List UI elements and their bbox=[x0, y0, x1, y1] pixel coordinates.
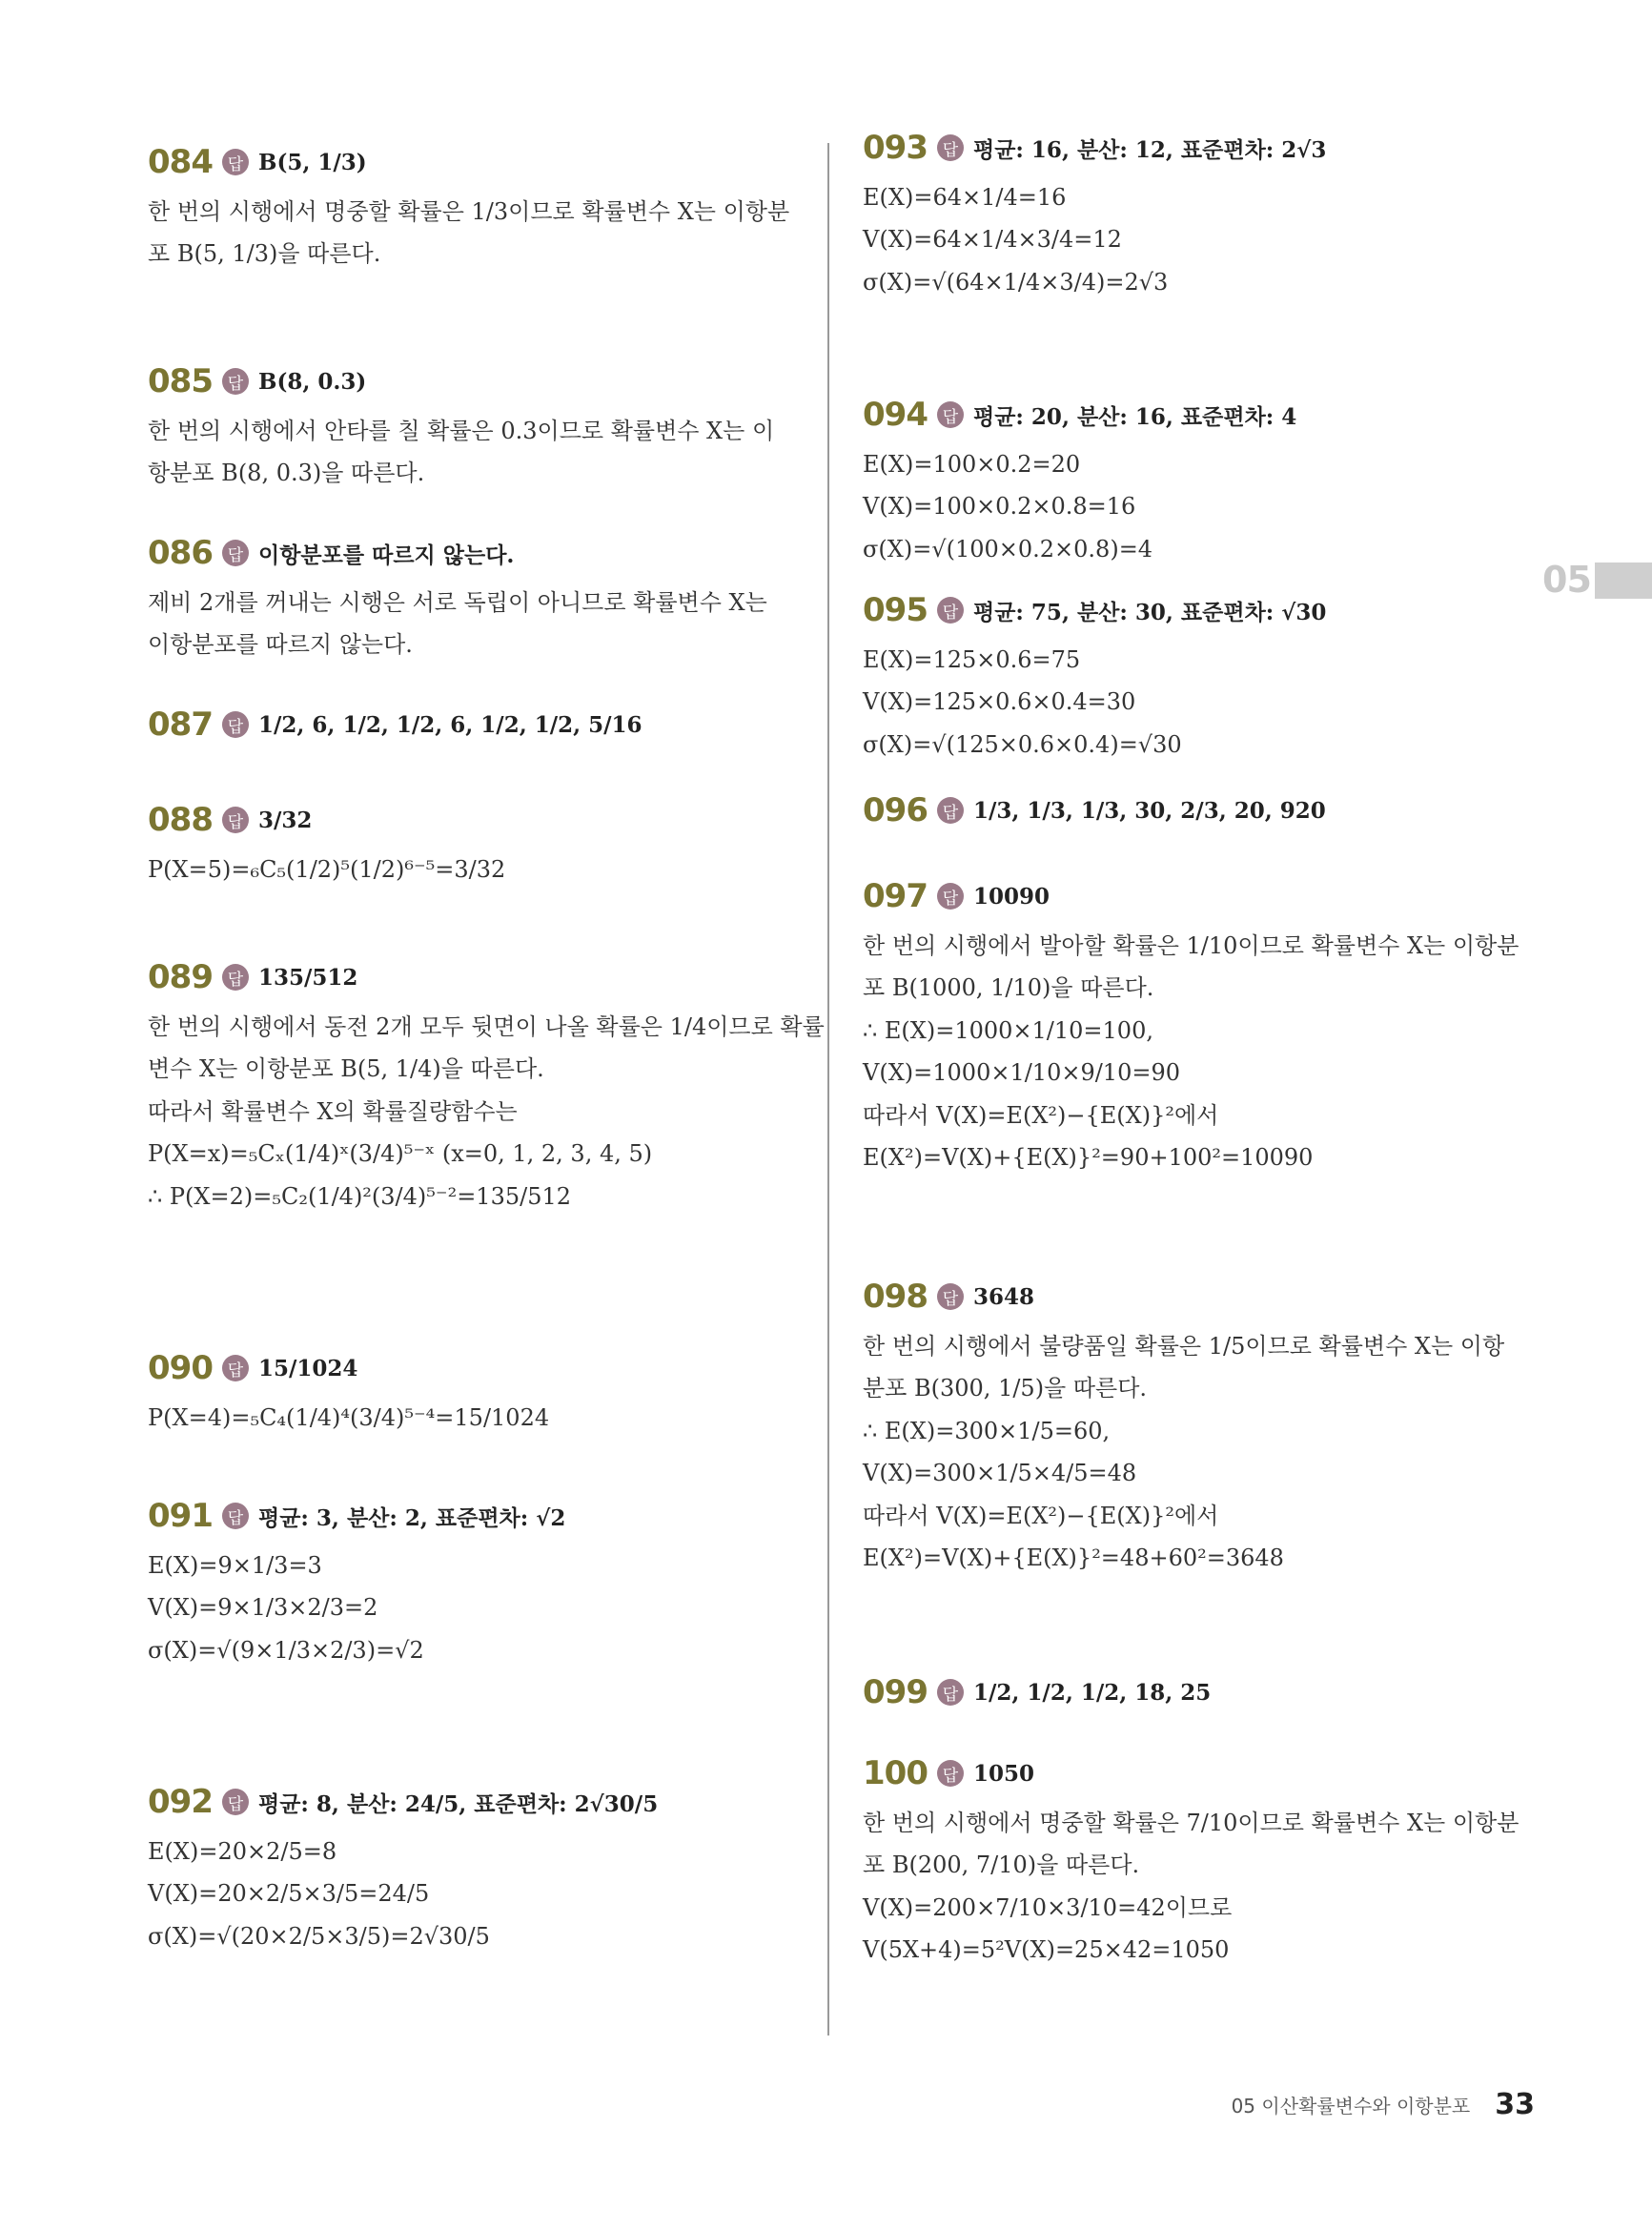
answer-badge: 답 bbox=[222, 964, 249, 991]
solution-line: ∴ P(X=2)=₅C₂(1/4)²(3/4)⁵⁻²=135/512 bbox=[148, 1182, 571, 1210]
problem-number: 096 bbox=[863, 791, 928, 829]
problem-095 bbox=[863, 582, 1530, 766]
solution-line: σ(X)=√(64×1/4×3/4)=2√3 bbox=[863, 268, 1169, 296]
problem-089 bbox=[148, 949, 825, 1217]
answer-text: 1/2, 6, 1/2, 1/2, 6, 1/2, 1/2, 5/16 bbox=[258, 711, 642, 738]
answer-text: 이항분포를 따르지 않는다. bbox=[258, 542, 515, 568]
problem-header bbox=[863, 782, 1530, 839]
answer-badge: 답 bbox=[222, 540, 249, 566]
answer-badge: 답 bbox=[222, 149, 249, 175]
problem-number: 088 bbox=[148, 801, 213, 839]
problem-100 bbox=[863, 1745, 1530, 1972]
problem-number: 091 bbox=[148, 1497, 213, 1535]
answer-badge: 답 bbox=[222, 711, 249, 738]
answer-badge: 답 bbox=[937, 797, 964, 824]
solution-line: 한 번의 시행에서 발아할 확률은 1/10이므로 확률변수 X는 이항분 bbox=[863, 932, 1519, 959]
footer-chapter-title: 05 이산확률변수와 이항분포 bbox=[1231, 2094, 1471, 2117]
answer-text: B(5, 1/3) bbox=[258, 149, 367, 175]
problem-084 bbox=[148, 133, 806, 276]
problem-093 bbox=[863, 119, 1530, 303]
problem-header bbox=[148, 353, 806, 410]
solution-line: 따라서 V(X)=E(X²)−{E(X)}²에서 bbox=[863, 1502, 1219, 1529]
solution-line: ∴ E(X)=300×1/5=60, bbox=[863, 1417, 1111, 1444]
answer-text: 135/512 bbox=[258, 964, 358, 991]
solution-line: 따라서 확률변수 X의 확률질량함수는 bbox=[148, 1097, 518, 1125]
problem-number: 097 bbox=[863, 877, 928, 915]
solution-line: E(X)=125×0.6=75 bbox=[863, 646, 1081, 673]
solution-line: V(5X+4)=5²V(X)=25×42=1050 bbox=[863, 1936, 1230, 1964]
answer-text: 평균: 3, 분산: 2, 표준편차: √2 bbox=[258, 1504, 566, 1531]
solution-line: σ(X)=√(9×1/3×2/3)=√2 bbox=[148, 1636, 424, 1664]
solution-line: σ(X)=√(20×2/5×3/5)=2√30/5 bbox=[148, 1922, 490, 1950]
solution-line: E(X²)=V(X)+{E(X)}²=48+60²=3648 bbox=[863, 1544, 1284, 1571]
problem-097 bbox=[863, 868, 1530, 1178]
answer-text: 평균: 16, 분산: 12, 표준편차: 2√3 bbox=[973, 136, 1327, 163]
answer-text: B(8, 0.3) bbox=[258, 368, 367, 395]
chapter-tab-number: 05 bbox=[1542, 559, 1591, 601]
solution-line: P(X=x)=₅Cₓ(1/4)ˣ(3/4)⁵⁻ˣ (x=0, 1, 2, 3, 4, 5) bbox=[148, 1140, 653, 1168]
problem-header bbox=[863, 1745, 1530, 1802]
page-footer bbox=[1211, 2080, 1535, 2128]
problem-header bbox=[148, 1340, 806, 1397]
solution-line: 한 번의 시행에서 불량품일 확률은 1/5이므로 확률변수 X는 이항 bbox=[863, 1333, 1505, 1360]
answer-badge: 답 bbox=[937, 134, 964, 161]
solution-line: V(X)=200×7/10×3/10=42이므로 bbox=[863, 1893, 1233, 1921]
solution-line: V(X)=64×1/4×3/4=12 bbox=[863, 226, 1122, 254]
problem-091 bbox=[148, 1487, 806, 1671]
solution-line: 이항분포를 따르지 않는다. bbox=[148, 631, 413, 659]
answer-text: 3/32 bbox=[258, 807, 313, 833]
answer-badge: 답 bbox=[937, 1760, 964, 1787]
answer-text: 평균: 20, 분산: 16, 표준편차: 4 bbox=[973, 403, 1297, 430]
solution-line: E(X)=100×0.2=20 bbox=[863, 451, 1081, 478]
problem-092 bbox=[148, 1773, 806, 1957]
solution-line: 한 번의 시행에서 동전 2개 모두 뒷면이 나올 확률은 1/4이므로 확률 bbox=[148, 1013, 825, 1040]
problem-header bbox=[148, 133, 806, 191]
answer-badge: 답 bbox=[222, 807, 249, 833]
problem-085 bbox=[148, 353, 806, 495]
solution-line: E(X)=9×1/3=3 bbox=[148, 1552, 322, 1579]
problem-number: 086 bbox=[148, 534, 213, 572]
problem-number: 100 bbox=[863, 1754, 928, 1792]
answer-text: 3648 bbox=[973, 1283, 1035, 1310]
answer-text: 평균: 8, 분산: 24/5, 표준편차: 2√30/5 bbox=[258, 1790, 659, 1817]
solution-line: V(X)=9×1/3×2/3=2 bbox=[148, 1594, 378, 1622]
solution-line: E(X²)=V(X)+{E(X)}²=90+100²=10090 bbox=[863, 1143, 1314, 1171]
problem-086 bbox=[148, 524, 806, 666]
problem-header bbox=[863, 119, 1530, 176]
answer-badge: 답 bbox=[222, 1789, 249, 1815]
problem-header bbox=[148, 1487, 806, 1545]
page-number: 33 bbox=[1495, 2087, 1535, 2121]
answer-badge: 답 bbox=[937, 401, 964, 428]
column-divider bbox=[827, 143, 829, 2036]
problem-096 bbox=[863, 782, 1530, 839]
answer-badge: 답 bbox=[222, 1355, 249, 1381]
answer-badge: 답 bbox=[937, 1679, 964, 1706]
problem-090 bbox=[148, 1340, 806, 1439]
solution-line: P(X=5)=₆C₅(1/2)⁵(1/2)⁶⁻⁵=3/32 bbox=[148, 856, 506, 883]
answer-badge: 답 bbox=[937, 1283, 964, 1310]
answer-text: 1/3, 1/3, 1/3, 30, 2/3, 20, 920 bbox=[973, 797, 1326, 824]
solution-line: E(X)=64×1/4=16 bbox=[863, 184, 1067, 211]
problem-header bbox=[148, 696, 806, 753]
chapter-tab bbox=[1542, 561, 1652, 599]
solution-line: σ(X)=√(100×0.2×0.8)=4 bbox=[863, 535, 1153, 563]
solution-line: 포 B(200, 7/10)을 따른다. bbox=[863, 1852, 1140, 1879]
problem-header bbox=[148, 524, 806, 582]
solution-line: V(X)=100×0.2×0.8=16 bbox=[863, 493, 1136, 521]
problem-number: 090 bbox=[148, 1349, 213, 1387]
problem-number: 099 bbox=[863, 1673, 928, 1711]
solution-line: V(X)=1000×1/10×9/10=90 bbox=[863, 1059, 1180, 1087]
answer-text: 1/2, 1/2, 1/2, 18, 25 bbox=[973, 1679, 1212, 1706]
answer-badge: 답 bbox=[222, 1503, 249, 1529]
problem-number: 089 bbox=[148, 958, 213, 996]
solution-line: 따라서 V(X)=E(X²)−{E(X)}²에서 bbox=[863, 1101, 1219, 1129]
problem-088 bbox=[148, 791, 806, 890]
solution-line: 포 B(1000, 1/10)을 따른다. bbox=[863, 974, 1154, 1002]
problem-number: 084 bbox=[148, 143, 213, 181]
problem-094 bbox=[863, 386, 1530, 570]
answer-badge: 답 bbox=[937, 597, 964, 624]
problem-header bbox=[148, 1773, 806, 1831]
answer-badge: 답 bbox=[937, 883, 964, 910]
problem-header bbox=[863, 386, 1530, 443]
answer-text: 평균: 75, 분산: 30, 표준편차: √30 bbox=[973, 599, 1327, 625]
problem-header bbox=[863, 868, 1530, 925]
problem-number: 094 bbox=[863, 396, 928, 434]
solution-line: V(X)=125×0.6×0.4=30 bbox=[863, 688, 1136, 716]
problem-098 bbox=[863, 1268, 1530, 1579]
answer-text: 15/1024 bbox=[258, 1355, 358, 1381]
solution-line: E(X)=20×2/5=8 bbox=[148, 1838, 337, 1865]
solution-line: 변수 X는 이항분포 B(5, 1/4)을 따른다. bbox=[148, 1055, 544, 1083]
problem-number: 095 bbox=[863, 591, 928, 629]
solution-line: 제비 2개를 꺼내는 시행은 서로 독립이 아니므로 확률변수 X는 bbox=[148, 589, 767, 616]
solution-line: σ(X)=√(125×0.6×0.4)=√30 bbox=[863, 730, 1182, 758]
problem-number: 092 bbox=[148, 1783, 213, 1821]
problem-header bbox=[863, 1268, 1530, 1325]
problem-number: 087 bbox=[148, 706, 213, 744]
solution-line: 분포 B(300, 1/5)을 따른다. bbox=[863, 1375, 1148, 1402]
answer-text: 1050 bbox=[973, 1760, 1035, 1787]
problem-087 bbox=[148, 696, 806, 753]
chapter-tab-bar bbox=[1595, 563, 1652, 599]
answer-badge: 답 bbox=[222, 368, 249, 395]
solution-line: V(X)=20×2/5×3/5=24/5 bbox=[148, 1880, 430, 1908]
answer-text: 10090 bbox=[973, 883, 1050, 910]
problem-header bbox=[148, 949, 806, 1006]
solution-line: ∴ E(X)=1000×1/10=100, bbox=[863, 1016, 1153, 1044]
problem-number: 098 bbox=[863, 1278, 928, 1316]
solution-line: 항분포 B(8, 0.3)을 따른다. bbox=[148, 460, 425, 487]
problem-number: 093 bbox=[863, 129, 928, 167]
solution-line: 한 번의 시행에서 안타를 칠 확률은 0.3이므로 확률변수 X는 이 bbox=[148, 418, 775, 444]
problem-number: 085 bbox=[148, 362, 213, 400]
problem-header bbox=[863, 582, 1530, 639]
solution-line: P(X=4)=₅C₄(1/4)⁴(3/4)⁵⁻⁴=15/1024 bbox=[148, 1404, 550, 1431]
solution-line: V(X)=300×1/5×4/5=48 bbox=[863, 1460, 1137, 1487]
solution-line: 한 번의 시행에서 명중할 확률은 7/10이므로 확률변수 X는 이항분 bbox=[863, 1810, 1519, 1836]
solution-line: 포 B(5, 1/3)을 따른다. bbox=[148, 240, 381, 268]
problem-header bbox=[863, 1664, 1530, 1721]
problem-099 bbox=[863, 1664, 1530, 1721]
solution-line: 한 번의 시행에서 명중할 확률은 1/3이므로 확률변수 X는 이항분 bbox=[148, 198, 790, 225]
problem-header bbox=[148, 791, 806, 849]
